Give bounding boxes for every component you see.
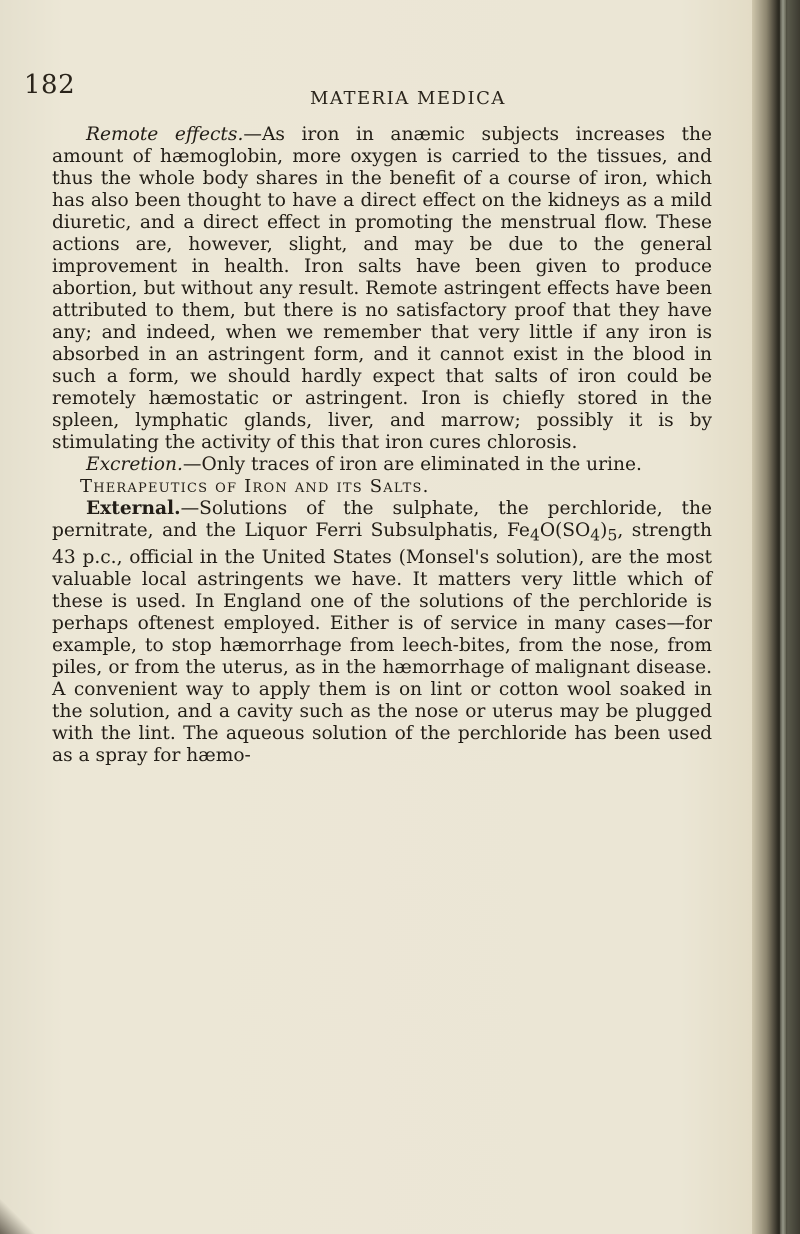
excretion-title: Excretion. bbox=[86, 454, 183, 475]
remote-effects-paragraph bbox=[52, 124, 712, 454]
formula-subscript-2: 4 bbox=[590, 526, 601, 545]
page-number: 182 bbox=[24, 70, 76, 100]
running-head: MATERIA MEDICA bbox=[310, 88, 506, 109]
binding-highlight bbox=[780, 0, 786, 1234]
page-corner-shadow bbox=[0, 1194, 40, 1234]
remote-effects-title: Remote effects. bbox=[86, 124, 244, 145]
therapeutics-heading: Therapeutics of Iron and its Salts. bbox=[80, 476, 430, 497]
body-text bbox=[52, 124, 712, 767]
excretion-paragraph bbox=[52, 454, 712, 476]
external-body-3: ) bbox=[600, 520, 608, 541]
external-body-2: O(SO bbox=[539, 520, 591, 541]
external-paragraph bbox=[52, 498, 712, 767]
excretion-body: —Only traces of iron are eliminated in the urine. bbox=[182, 454, 642, 475]
formula-subscript-3: 5 bbox=[607, 526, 618, 545]
external-body-4: , strength 43 p.c., official in the United States (Monsel's solution), are the most valuable local astringents we have. It matters very little which of these is used. In England one of the solutions of the perchloride is perhaps oftenest employed. Either is of service in many cases—for example, to stop hæmorrhage from leech-bites, from the nose, from piles, or from the uterus, as in the hæmorrhage of malignant disease. A convenient way to apply them is on lint or cotton wool soaked in the solution, and a cavity such as the nose or uterus may be plugged with the lint. The aqueous solution of the perchloride has been used as a spray for hæmo- bbox=[52, 520, 713, 766]
page-header bbox=[0, 70, 800, 110]
formula-subscript-1: 4 bbox=[529, 526, 540, 545]
remote-effects-body: —As iron in anæmic subjects increases the amount of hæmoglobin, more oxygen is carried to the tissues, and thus the whole body shares in the benefit of a course of iron, which has also been thought to have a direct effect on the kidneys as a mild diuretic, and a direct effect in promoting the menstrual flow. These actions are, however, slight, and may be due to the general improvement in health. Iron salts have been given to produce abortion, but without any result. Remote astringent effects have been attributed to them, but there is no satisfactory proof that they have any; and indeed, when we remember that very little if any iron is absorbed in an astringent form, and it cannot exist in the blood in such a form, we should hardly expect that salts of iron could be remotely hæmostatic or astringent. Iron is chiefly stored in the spleen, lymphatic glands, liver, and marrow; possibly it is by stimulating the activity of this that iron cures chlorosis. bbox=[52, 124, 712, 453]
external-title: External. bbox=[86, 498, 181, 519]
book-binding bbox=[752, 0, 800, 1234]
external-body-1: —Solutions of the sulphate, the perchloride, the pernitrate, and the Liquor Ferri Subsulphatis, Fe bbox=[52, 498, 712, 541]
